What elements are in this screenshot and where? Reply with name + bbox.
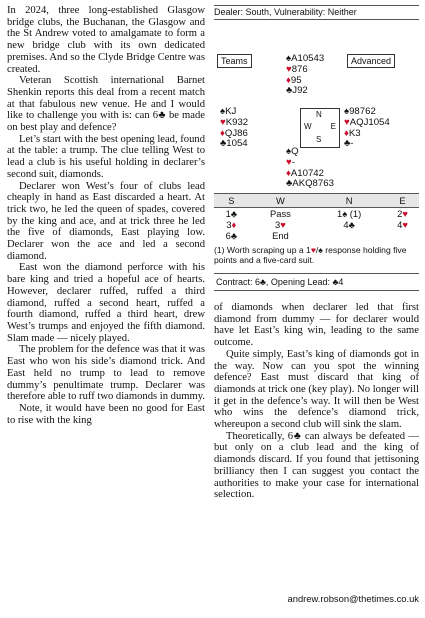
tag-teams: Teams [217, 54, 252, 68]
compass-n: N [316, 110, 322, 119]
west-suit-holding: ♦QJ86 [220, 127, 248, 139]
hand-south [286, 147, 334, 190]
auction-row [214, 230, 419, 241]
south-suit-holding: ♠Q [286, 146, 299, 157]
hand-north [286, 54, 324, 97]
compass [300, 108, 340, 148]
deal-panel [214, 5, 419, 291]
article-paragraph: In 2024, three long-established Glasgow bridge clubs, the Buchanan, the Glasgow and the St Andrew voted to amalgamate to form a new bridge club with its own dedicated premises. And so the Clyde Bridge Centre was created. [7, 5, 205, 75]
compass-s: S [316, 135, 322, 145]
auction-row [214, 219, 419, 230]
auction-header-cell: S [214, 194, 249, 208]
compass-e: E [330, 122, 336, 131]
south-suit-holding: ♣AKQ8763 [286, 178, 334, 190]
article-paragraph: Veteran Scottish international Barnet Shenkin reports this deal from a recent match at that fabulous new venue. He and I would like to challenge you with is: can 6♣ be made on best play and defence? [7, 75, 205, 134]
compass-w: W [304, 122, 312, 131]
auction-header-cell: W [249, 194, 313, 208]
article-paragraph: Let’s start with the best opening lead, found at the table: a trump. The clue telling West to lead a club is his useful holding in declarer’s second suit, diamonds. [7, 133, 205, 180]
article-paragraph: Note, it would have been no good for East to rise with the king [7, 402, 205, 426]
tag-advanced: Advanced [347, 54, 395, 68]
auction-cell: 3♥ [275, 219, 286, 230]
article-paragraph: Theoretically, 6♣ can always be defeated — but only on a club lead and the king of diamonds discard. If you found that jettisoning brilliancy then I can suggest you contact the authorities to make your case for international selection. [214, 430, 419, 501]
west-suit-holding: ♣1054 [220, 138, 248, 150]
north-suit-holding: ♥876 [286, 63, 308, 75]
south-suit-holding: ♥- [286, 156, 295, 168]
auction-cell [386, 230, 419, 241]
auction-header-cell: N [312, 194, 386, 208]
article-paragraph: of diamonds when declarer led that first diamond from dummy — for declarer would have let East’s king win, leading to the same outcome. [214, 302, 419, 349]
auction-cell: 4♣ [343, 219, 355, 230]
auction-cell: 1♠ (1) [336, 208, 362, 219]
auction-cell: 4♥ [397, 219, 408, 230]
east-suit-holding: ♥AQJ1054 [344, 116, 390, 128]
north-suit-holding: ♦95 [286, 74, 302, 86]
article-paragraph: East won the diamond perforce with his bare king and tried a hopeful ace of hearts. However, declarer ruffed, ruffed a third diamond, ruffed a second heart, ruffed a fourth diamond, ruffed a third heart, drew West’s trumps and enjoyed the fifth diamond. Slam made — nicely played. [7, 262, 205, 344]
deal-header: Dealer: South, Vulnerability: Neither [214, 7, 357, 17]
auction-table [214, 193, 419, 241]
auction-cell: 6♣ [225, 230, 238, 241]
auction-cell: 1♣ [225, 208, 238, 219]
auction-cell: 3♦ [226, 219, 237, 230]
west-suit-holding: ♥K932 [220, 116, 249, 128]
article-paragraph: Quite simply, East’s king of diamonds got in the way. Now can you spot the winning defence? East must discard that king of diamonds at trick one (key play). No longer will it get in the defence’s way. It will then be West who wins the defence’s diamond trick, whereupon a second club will sink the slam. [214, 348, 419, 431]
west-suit-holding: ♠KJ [220, 106, 237, 117]
south-suit-holding: ♦A10742 [286, 167, 324, 179]
east-suit-holding: ♣- [344, 138, 354, 150]
auction-cell [312, 230, 386, 241]
east-suit-holding: ♦K3 [344, 127, 361, 139]
auction-note: (1) Worth scraping up a 1♥/♠ response holding five points and a five-card suit. [214, 245, 407, 265]
auction-header-cell: E [386, 194, 419, 208]
article-paragraph: Declarer won West’s four of clubs lead cheaply in hand as East discarded a heart. At trick two, he led the queen of spades, covered by the king and ace, and at trick three he led the five of diamonds, East playing low. Declarer won the ace and led a second diamond. [7, 180, 205, 262]
article-paragraph: The problem for the defence was that it was East who won his side’s diamond trick. And East held no trump to lead to remove dummy’s penultimate trump. Declarer was therefore able to ruff two diamonds in dummy. [7, 344, 205, 403]
auction-cell: End [272, 230, 289, 241]
auction-row [214, 208, 419, 220]
article-column-right [214, 302, 419, 501]
hand-west [220, 107, 248, 150]
deal-diagram [214, 20, 419, 190]
contract-line: Contract: 6♣, Opening Lead: ♣4 [214, 273, 419, 291]
article-column-left [7, 5, 205, 426]
north-suit-holding: ♠A10543 [286, 53, 325, 64]
auction-cell: Pass [269, 208, 291, 219]
east-suit-holding: ♠98762 [344, 106, 376, 117]
byline: andrew.robson@thetimes.co.uk [287, 593, 419, 604]
auction-cell: 2♥ [397, 208, 408, 219]
north-suit-holding: ♣J92 [286, 85, 308, 97]
hand-east [344, 107, 390, 150]
